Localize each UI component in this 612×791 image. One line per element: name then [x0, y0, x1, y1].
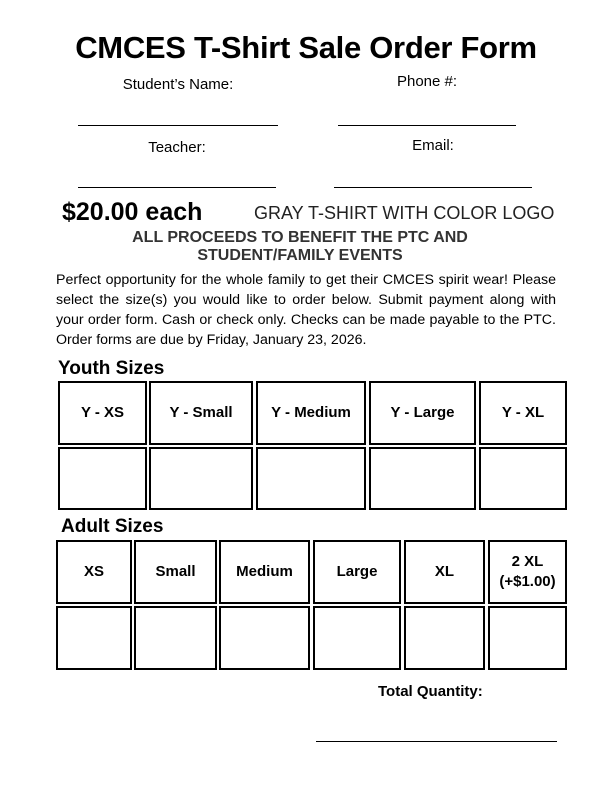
- email-label: Email:: [412, 137, 454, 154]
- proceeds-line-2: STUDENT/FAMILY EVENTS: [197, 247, 403, 264]
- proceeds-line-1: ALL PROCEEDS TO BENEFIT THE PTC AND: [132, 229, 468, 246]
- adult-qty-xs[interactable]: [56, 606, 132, 670]
- proceeds-note: [80, 229, 520, 265]
- youth-qty-large[interactable]: [369, 447, 476, 510]
- shirt-description: GRAY T-SHIRT WITH COLOR LOGO: [254, 203, 555, 223]
- youth-size-header-xl: Y - XL: [479, 381, 567, 445]
- youth-size-header-xs: Y - XS: [58, 381, 147, 445]
- adult-size-header-xs: XS: [56, 540, 132, 604]
- adult-size-header-large: Large: [313, 540, 401, 604]
- total-quantity-label: Total Quantity:: [378, 683, 483, 700]
- youth-sizes-heading: Youth Sizes: [58, 358, 165, 379]
- teacher-line[interactable]: [78, 187, 276, 188]
- adult-size-2xl-label: 2 XL: [511, 553, 544, 570]
- adult-qty-2xl[interactable]: [488, 606, 567, 670]
- adult-size-header-xl: XL: [404, 540, 485, 604]
- phone-label: Phone #:: [396, 73, 458, 90]
- youth-qty-small[interactable]: [149, 447, 253, 510]
- student-name-label: Student’s Name:: [122, 76, 234, 93]
- adult-qty-xl[interactable]: [404, 606, 485, 670]
- youth-size-header-large: Y - Large: [369, 381, 476, 445]
- student-name-line[interactable]: [78, 125, 278, 126]
- adult-size-header-small: Small: [134, 540, 217, 604]
- teacher-label: Teacher:: [148, 139, 206, 156]
- adult-qty-small[interactable]: [134, 606, 217, 670]
- youth-size-header-small: Y - Small: [149, 381, 253, 445]
- phone-line[interactable]: [338, 125, 516, 126]
- price-text: $20.00 each: [62, 198, 203, 226]
- form-title: CMCES T-Shirt Sale Order Form: [75, 30, 537, 65]
- youth-qty-xl[interactable]: [479, 447, 567, 510]
- youth-size-header-medium: Y - Medium: [256, 381, 366, 445]
- instructions-paragraph: Perfect opportunity for the whole family to get their CMCES spirit wear! Please select the size(s) you would like to order below. Submit payment along with your order form. Cash or check only. Checks can be made payable to the PTC. Order forms are due by Friday, January 23, 2026.: [56, 272, 556, 348]
- adult-qty-large[interactable]: [313, 606, 401, 670]
- adult-size-header-2xl: [488, 540, 567, 604]
- total-quantity-line[interactable]: [316, 741, 557, 742]
- adult-sizes-heading: Adult Sizes: [61, 516, 164, 537]
- youth-qty-xs[interactable]: [58, 447, 147, 510]
- email-line[interactable]: [334, 187, 532, 188]
- adult-size-header-medium: Medium: [219, 540, 310, 604]
- adult-qty-medium[interactable]: [219, 606, 310, 670]
- adult-size-2xl-surcharge: (+$1.00): [499, 573, 556, 590]
- youth-qty-medium[interactable]: [256, 447, 366, 510]
